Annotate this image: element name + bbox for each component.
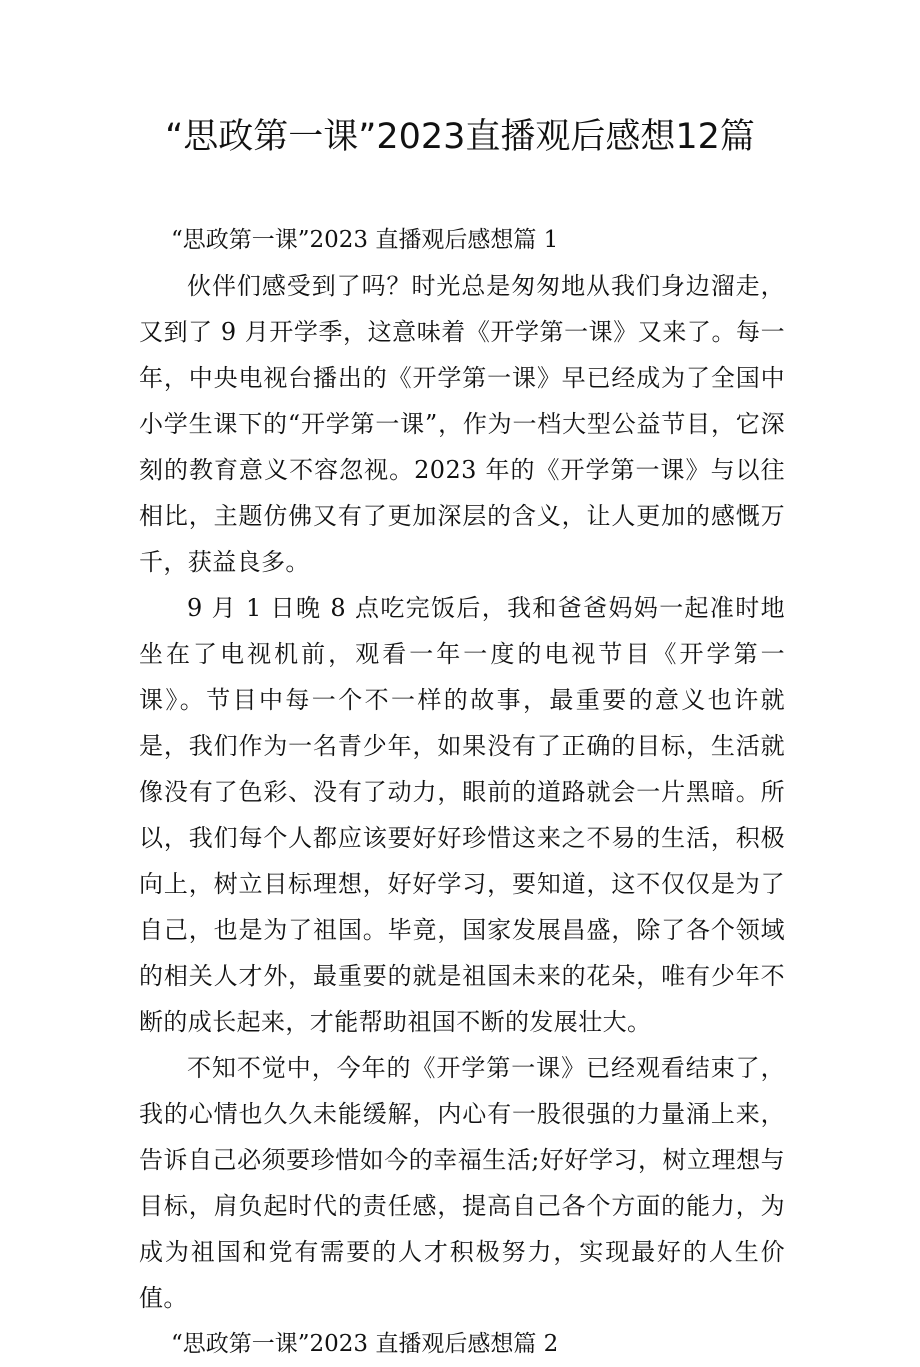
section-heading-2: “思政第一课”2023 直播观后感想篇 2 xyxy=(171,1331,559,1357)
document-body xyxy=(139,217,785,1367)
section-heading-1: “思政第一课”2023 直播观后感想篇 1 xyxy=(171,227,559,253)
paragraph-1: 伙伴们感受到了吗？时光总是匆匆地从我们身边溜走，又到了 9 月开学季，这意味着《开学第一课》又来了。每一年，中央电视台播出的《开学第一课》早已经成为了全国中小学生课下的“开学第一课”，作为一档大型公益节目，它深刻的教育意义不容忽视。2023 年的《开学第一课》与以往相比，主题仿佛又有了更加深层的含义，让人更加的感慨万千，获益良多。 xyxy=(139,272,785,576)
document-title: “思政第一课”2023直播观后感想12篇 xyxy=(165,117,755,157)
paragraph-3: 不知不觉中，今年的《开学第一课》已经观看结束了，我的心情也久久未能缓解，内心有一股很强的力量涌上来，告诉自己必须要珍惜如今的幸福生活;好好学习，树立理想与目标，肩负起时代的责任感，提高自己各个方面的能力，为成为祖国和党有需要的人才积极努力，实现最好的人生价值。 xyxy=(139,1054,785,1312)
paragraph-2: 9 月 1 日晚 8 点吃完饭后，我和爸爸妈妈一起准时地坐在了电视机前，观看一年一度的电视节目《开学第一课》。节目中每一个不一样的故事，最重要的意义也许就是，我们作为一名青少年，如果没有了正确的目标，生活就像没有了色彩、没有了动力，眼前的道路就会一片黑暗。所以，我们每个人都应该要好好珍惜这来之不易的生活，积极向上，树立目标理想，好好学习，要知道，这不仅仅是为了自己，也是为了祖国。毕竟，国家发展昌盛，除了各个领域的相关人才外，最重要的就是祖国未来的花朵，唯有少年不断的成长起来，才能帮助祖国不断的发展壮大。 xyxy=(139,594,785,1036)
